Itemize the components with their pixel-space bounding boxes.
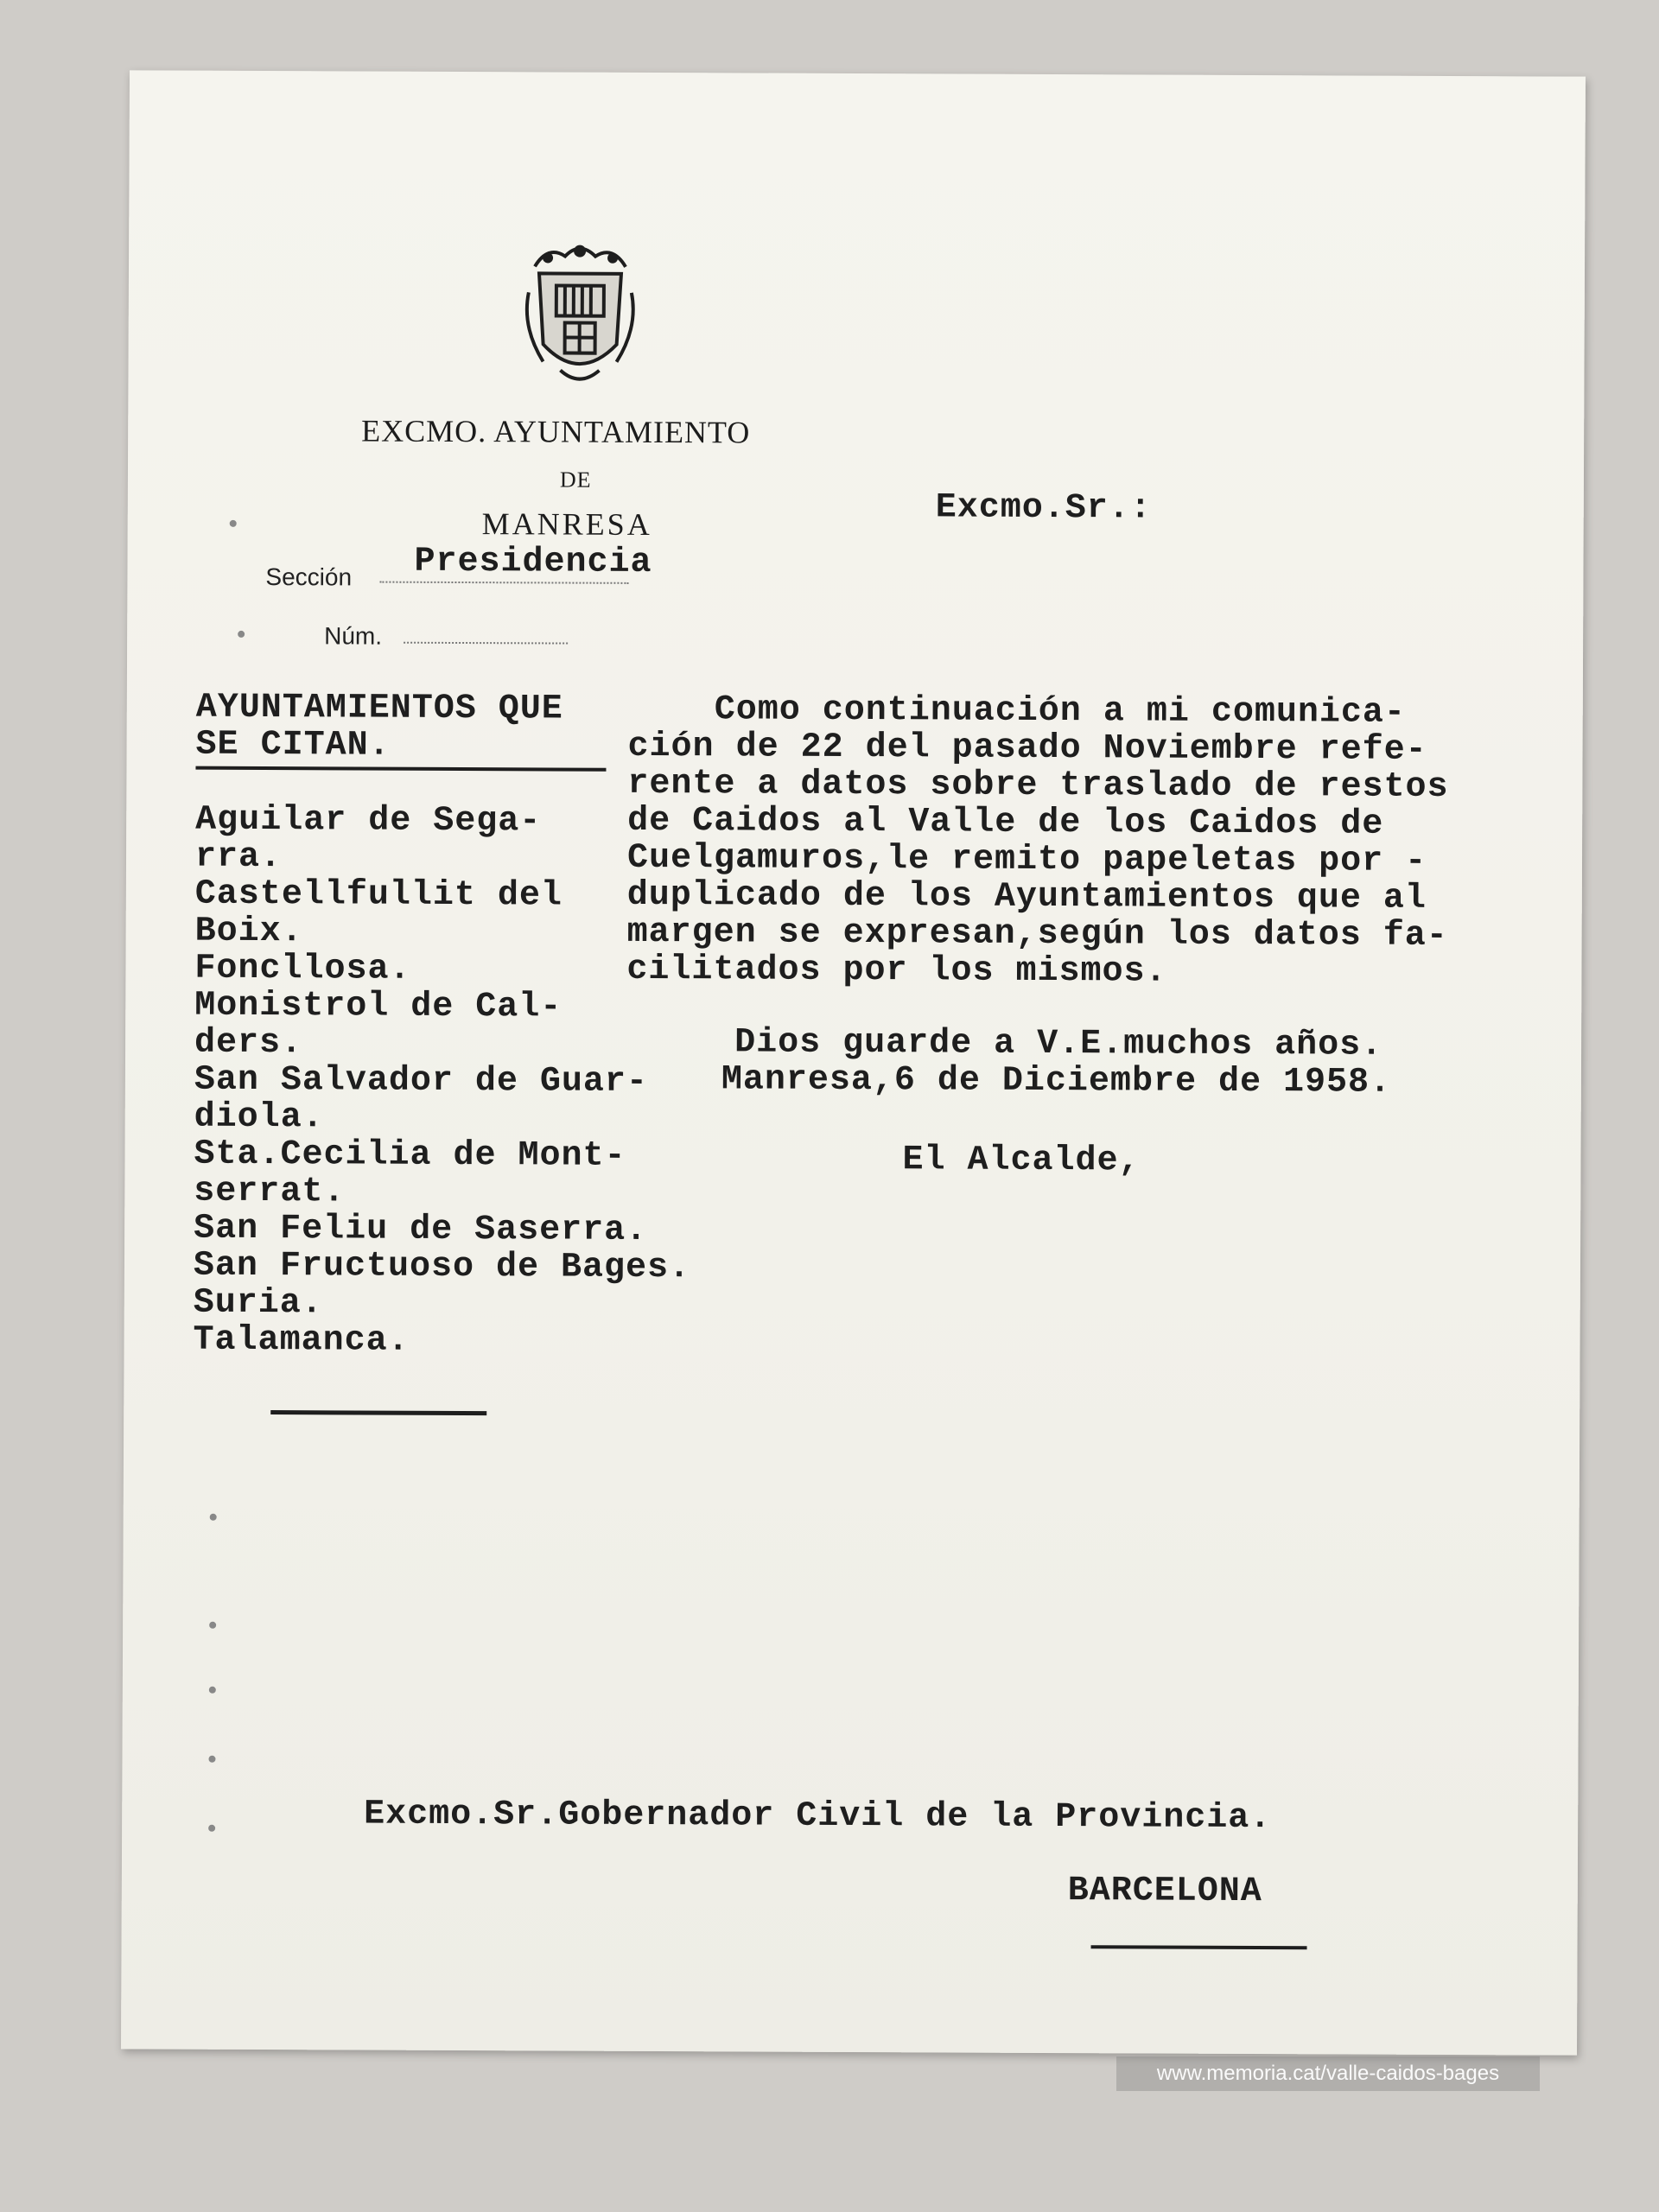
list-item: Talamanca. [193, 1320, 410, 1361]
letterhead-line-3: MANRESA [481, 506, 652, 542]
list-item: San Feliu de Saserra. [194, 1209, 648, 1250]
body-line: margen se expresan,según los datos fa- [626, 912, 1448, 957]
letterhead-line-2: DE [559, 467, 592, 493]
list-item: San Fructuoso de Bages. [193, 1246, 691, 1288]
punch-mark [208, 1825, 215, 1832]
list-item: Castellfullit del [194, 874, 563, 916]
list-end-rule [270, 1410, 486, 1415]
list-item: serrat. [194, 1172, 346, 1212]
list-item: ders. [194, 1023, 303, 1064]
signature-title: El Alcalde, [902, 1141, 1141, 1181]
num-dotted-line [404, 642, 568, 645]
punch-mark [209, 1622, 216, 1629]
list-item: diola. [194, 1097, 324, 1138]
addressee: Excmo.Sr.Gobernador Civil de la Provincia. [364, 1795, 1272, 1839]
list-item: Sta.Cecilia de Mont- [194, 1135, 626, 1176]
coat-of-arms-seal [521, 240, 639, 388]
punch-mark [209, 1687, 216, 1694]
body-line: Cuelgamuros,le remito papeletas por - [626, 838, 1427, 881]
list-item: San Salvador de Guar- [194, 1060, 649, 1102]
list-item: Suria. [193, 1283, 323, 1324]
body-line: ción de 22 del pasado Noviembre refe- [627, 727, 1427, 770]
seccion-value: Presidencia [414, 542, 652, 582]
body-line: Como continuación a mi comunica- [627, 690, 1407, 733]
num-label: Núm. [324, 622, 383, 650]
list-item: Monistrol de Cal- [194, 986, 563, 1027]
punch-mark [238, 631, 245, 638]
list-item: Aguilar de Sega- [195, 800, 542, 842]
closing-line-1: Dios guarde a V.E.muchos años. [626, 1022, 1383, 1065]
salutation: Excmo.Sr.: [935, 488, 1152, 529]
margin-heading-line-2: SE CITAN. [195, 725, 391, 766]
body-line: cilitados por los mismos. [626, 950, 1167, 992]
punch-mark [230, 520, 237, 527]
watermark-url: www.memoria.cat/valle-caidos-bages [1116, 2056, 1540, 2091]
list-item: Boix. [194, 912, 303, 952]
body-line: rente a datos sobre traslado de restos [627, 764, 1449, 808]
list-item: rra. [194, 837, 283, 878]
letterhead-line-1: EXCMO. AYUNTAMIENTO [361, 413, 751, 450]
heading-underline [195, 766, 606, 772]
letter-sheet [121, 70, 1586, 2055]
body-line: de Caidos al Valle de los Caidos de [627, 801, 1384, 844]
closing-line-2: Manresa,6 de Diciembre de 1958. [721, 1060, 1392, 1103]
margin-heading-line-1: AYUNTAMIENTOS QUE [195, 688, 563, 729]
punch-mark [210, 1514, 217, 1521]
list-item: Foncllosa. [194, 949, 411, 989]
punch-mark [208, 1756, 215, 1763]
seccion-label: Sección [265, 563, 353, 591]
body-line: duplicado de los Ayuntamientos que al [626, 875, 1427, 918]
destination-city: BARCELONA [1067, 1872, 1262, 1912]
city-underline [1091, 1945, 1307, 1949]
